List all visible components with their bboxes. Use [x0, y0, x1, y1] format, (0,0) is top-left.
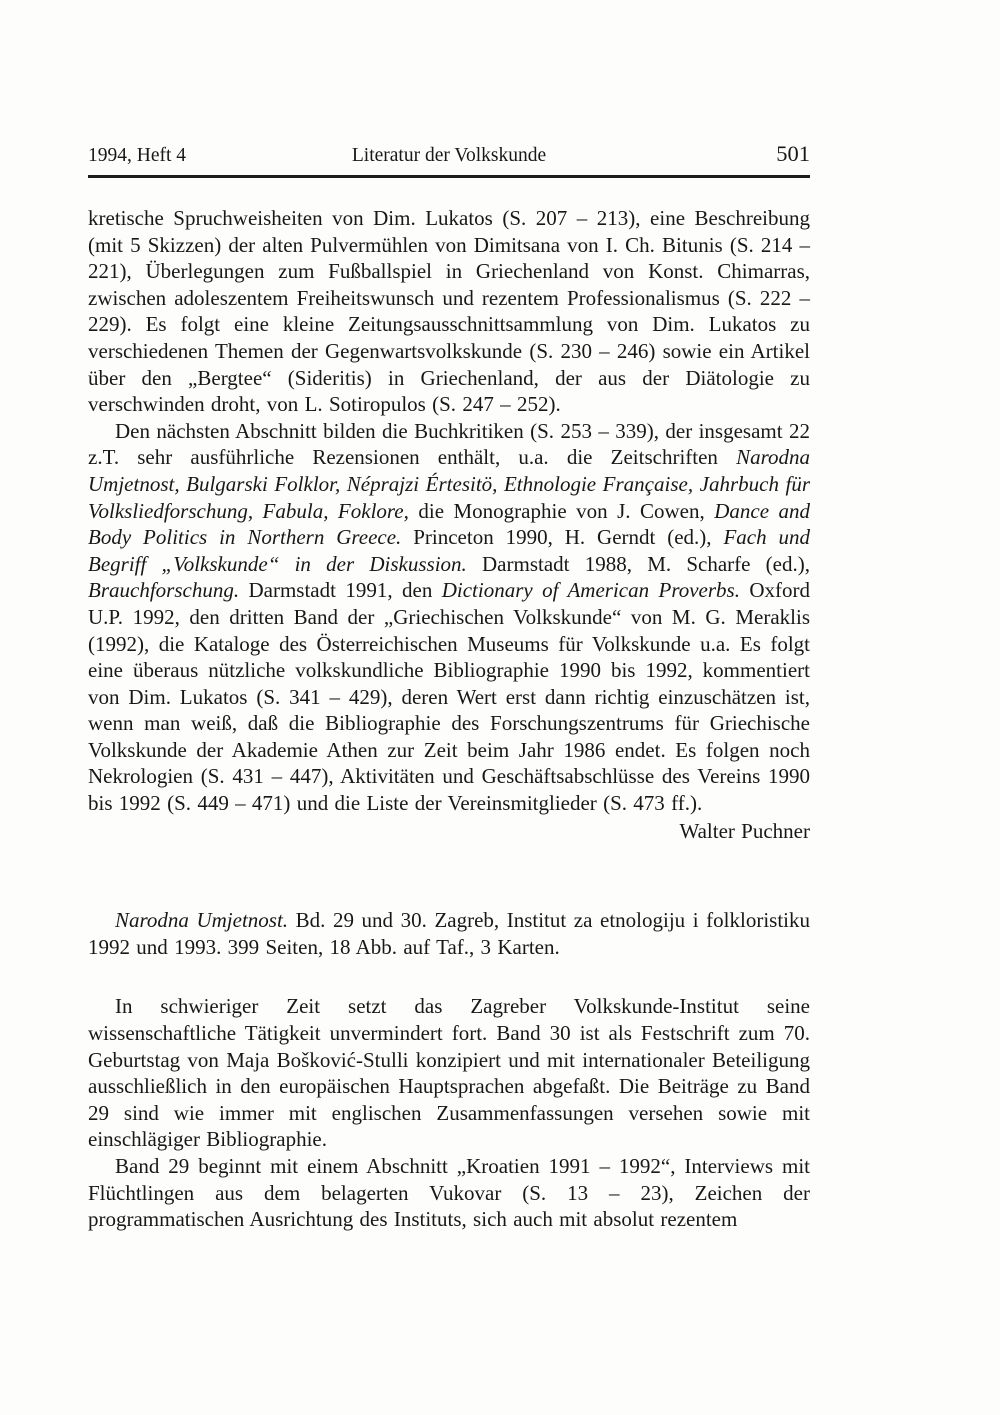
text-run: Den nächsten Abschnitt bilden die Buchkritiken (S. 253 – 339), der insgesamt 22 z.T. sehr ausführliche Rezensionen enthält, u.a. die Zeitschriften — [88, 418, 810, 470]
italic-text-run: Brauchforschung. — [88, 578, 240, 603]
text-run: die Monographie von J. Cowen, — [408, 498, 715, 523]
page-header — [88, 141, 810, 167]
review-1-signature — [88, 818, 810, 845]
text-run: Band 29 beginnt mit einem Abschnitt „Kroatien 1991 – 1992“, Interviews mit Flüchtlingen aus dem belagerten Vukovar (S. 13 – 23), Zeichen der programmatischen Ausrichtung des Instituts, sich auch mit absolut rezentem — [88, 1154, 810, 1232]
review-2-heading — [88, 907, 810, 960]
text-run: kretische Spruchweisheiten von Dim. Lukatos (S. 207 – 213), eine Beschreibung (mit 5 Skizzen) der alten Pulvermühlen von Dimitsana von I. Ch. Bitunis (S. 214 – 221), Überlegungen zum Fußballspiel in Griechenland von Konst. Chimarras, zwischen adoleszentem Freiheitswunsch und rezentem Professionalismus (S. 222 – 229). Es folgt eine kleine Zeitungsausschnittsammlung von Dim. Lukatos zu verschiedenen Themen der Gegenwartsvolkskunde (S. 230 – 246) sowie ein Artikel über den „Bergtee“ (Sideritis) in Griechenland, der aus der Diätologie zu verschwinden droht, von L. Sotiropulos (S. 247 – 252). — [88, 206, 810, 417]
issue-label: 1994, Heft 4 — [88, 145, 187, 166]
text-run: In schwieriger Zeit setzt das Zagreber Volkskunde-Institut seine wissenschaftliche Tätigkeit unvermindert fort. Band 30 ist als Festschrift zum 70. Geburtstag von Maja Bošković-Stulli konzipiert und mit internationaler Beteiligung ausschließlich in den europäischen Hauptsprachen abgefaßt. Die Beiträge zu Band 29 sind wie immer mit englischen Zusammenfassungen versehen sowie mit einschlägiger Bibliographie. — [88, 994, 810, 1152]
italic-text-run: Dance and Body Politics in Northern Greece. — [88, 498, 811, 550]
italic-text-run: Narodna Umjetnost, Bulgarski Folklor, Néprajzi Értesitö, Ethnologie Française, Jahrbuch für Volksliedforschung, Fabula, Foklore, — [88, 445, 810, 523]
review-2-paragraph-1 — [88, 993, 810, 1153]
header-rule — [88, 175, 810, 178]
text-run: Bd. 29 und 30. Zagreb, Institut za etnologiju i folkloristiku 1992 und 1993. 399 Seiten, 18 Abb. auf Taf., 3 Karten. — [88, 908, 810, 959]
text-run: Walter Puchner — [679, 818, 810, 843]
page-content — [88, 141, 810, 1233]
document-body — [88, 205, 810, 1233]
page-number: 501 — [776, 141, 810, 166]
review-1-paragraph-2 — [88, 418, 810, 817]
running-title: Literatur der Volkskunde — [351, 145, 547, 166]
text-run: Darmstadt 1991, den — [239, 578, 442, 603]
review-1-continuation-paragraph — [88, 205, 810, 418]
text-run: Princeton 1990, H. Gerndt (ed.), — [401, 525, 724, 550]
text-run: Oxford U.P. 1992, den dritten Band der „Griechischen Volkskunde“ von M. G. Meraklis (1992), die Kataloge des Österreichischen Museums für Volkskunde u.a. Es folgt eine überaus nützliche volkskundliche Bibliographie 1990 bis 1992, kommentiert von Dim. Lukatos (S. 341 – 429), deren Wert erst dann richtig einzuschätzen ist, wenn man weiß, daß die Bibliographie des Forschungszentrums für Griechische Volkskunde der Akademie Athen zur Zeit beim Jahr 1986 endet. Es folgen noch Nekrologien (S. 431 – 447), Aktivitäten und Geschäftsabschlüsse des Vereins 1990 bis 1992 (S. 449 – 471) und die Liste der Vereinsmitglieder (S. 473 ff.). — [88, 578, 811, 816]
italic-text-run: Dictionary of American Proverbs. — [441, 578, 740, 603]
italic-text-run: Narodna Umjetnost. — [115, 908, 289, 933]
review-2-paragraph-2 — [88, 1153, 810, 1233]
italic-text-run: Fach und Begriff „Volkskunde“ in der Diskussion. — [88, 525, 810, 576]
text-run: Darmstadt 1988, M. Scharfe (ed.), — [466, 551, 810, 576]
